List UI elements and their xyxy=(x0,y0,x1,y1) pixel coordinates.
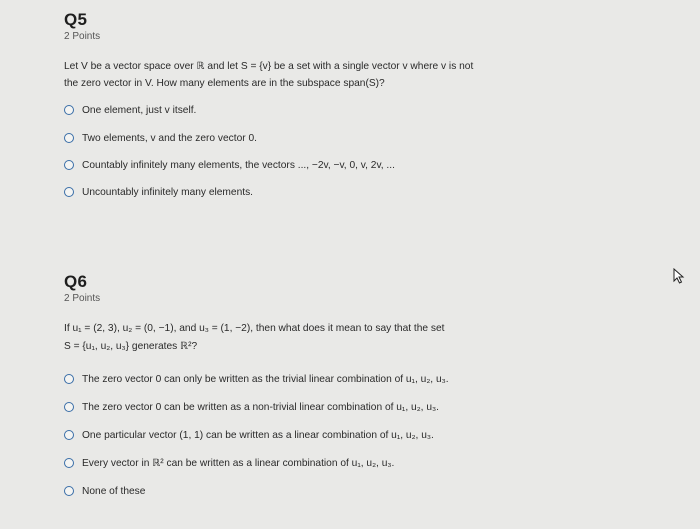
q5-option-4[interactable] xyxy=(64,184,253,200)
q5-option-3[interactable] xyxy=(64,157,395,173)
radio-button-icon[interactable] xyxy=(64,486,74,496)
q6-title: Q6 xyxy=(64,272,88,291)
radio-button-icon[interactable] xyxy=(64,430,74,440)
q6-option-1[interactable] xyxy=(64,371,449,387)
q6-option-5-label: None of these xyxy=(82,485,146,497)
q5-option-2[interactable] xyxy=(64,130,257,146)
q6-option-5[interactable] xyxy=(64,483,145,499)
q5-option-1[interactable] xyxy=(64,102,196,118)
q6-option-1-label: The zero vector 0 can only be written as the trivial linear combination of u₁, u₂, u₃. xyxy=(82,373,449,385)
q6-option-2[interactable] xyxy=(64,399,439,415)
q5-option-3-label: Countably infinitely many elements, the vectors ..., −2v, −v, 0, v, 2v, ... xyxy=(82,159,395,171)
mouse-pointer-icon xyxy=(673,268,687,284)
q5-question-line2: the zero vector in V. How many elements are in the subspace span(S)? xyxy=(64,78,385,89)
q6-option-3[interactable] xyxy=(64,427,434,443)
q5-points: 2 Points xyxy=(64,31,101,42)
radio-button-icon[interactable] xyxy=(64,374,74,384)
radio-button-icon[interactable] xyxy=(64,105,74,115)
q6-option-3-label: One particular vector (1, 1) can be written as a linear combination of u₁, u₂, u₃. xyxy=(82,429,434,441)
q6-option-4-label: Every vector in ℝ² can be written as a linear combination of u₁, u₂, u₃. xyxy=(82,457,395,469)
q6-question-line2: S = {u₁, u₂, u₃} generates ℝ²? xyxy=(64,341,198,352)
q6-option-4[interactable] xyxy=(64,455,394,471)
q6-points: 2 Points xyxy=(64,293,101,304)
radio-button-icon[interactable] xyxy=(64,402,74,412)
q5-question-line1: Let V be a vector space over ℝ and let S = {v} be a set with a single vector v where v is not xyxy=(64,61,474,72)
radio-button-icon[interactable] xyxy=(64,133,74,143)
q5-option-2-label: Two elements, v and the zero vector 0. xyxy=(82,132,257,144)
q6-question-line1: If u₁ = (2, 3), u₂ = (0, −1), and u₃ = (1, −2), then what does it mean to say that the set xyxy=(64,323,445,334)
radio-button-icon[interactable] xyxy=(64,458,74,468)
q5-option-1-label: One element, just v itself. xyxy=(82,104,197,116)
radio-button-icon[interactable] xyxy=(64,187,74,197)
radio-button-icon[interactable] xyxy=(64,160,74,170)
q5-title: Q5 xyxy=(64,10,88,29)
q6-option-2-label: The zero vector 0 can be written as a non-trivial linear combination of u₁, u₂, u₃. xyxy=(82,401,439,413)
q5-option-4-label: Uncountably infinitely many elements. xyxy=(82,186,254,198)
